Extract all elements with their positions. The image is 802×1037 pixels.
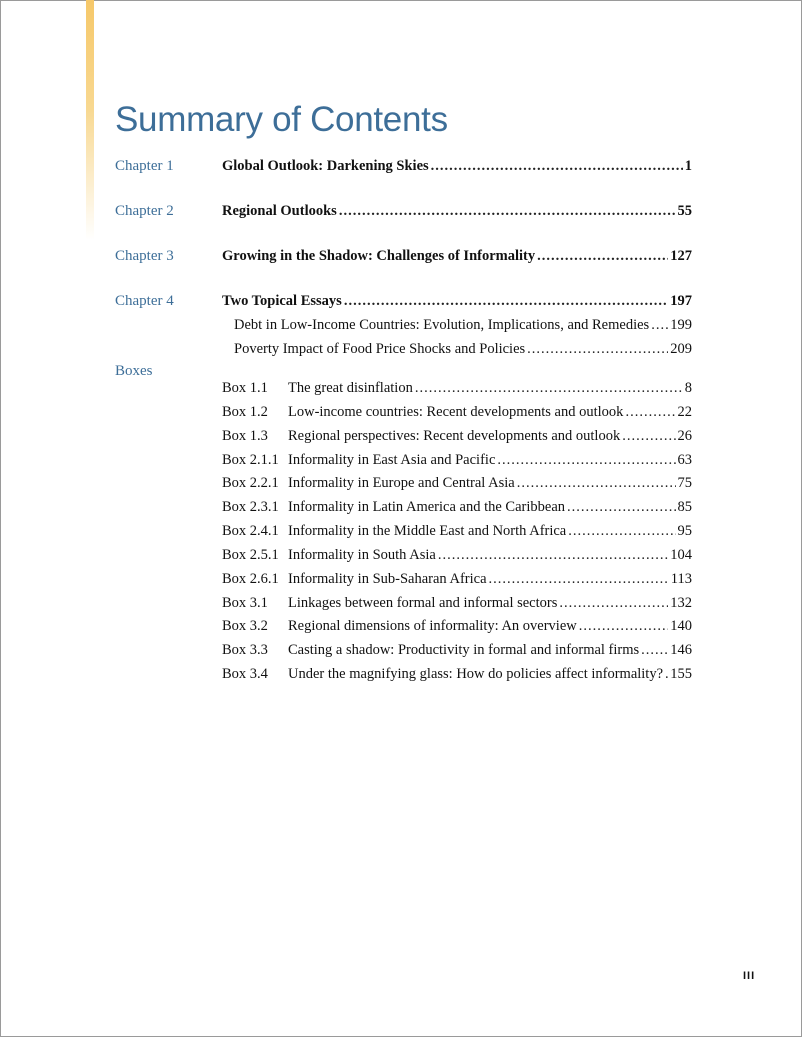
leader-dots [489, 571, 669, 588]
leader-dots [438, 547, 668, 564]
toc-entry-title: Informality in East Asia and Pacific [288, 452, 496, 468]
box-number: Box 3.2 [222, 618, 268, 634]
toc-entry-page: 127 [670, 248, 692, 264]
toc-entry-page: 75 [677, 475, 692, 491]
toc-entry-page: 197 [670, 293, 692, 309]
toc-entry-title: Informality in South Asia [288, 547, 436, 563]
leader-dots [497, 452, 675, 469]
leader-dots [517, 475, 676, 492]
box-number: Box 2.4.1 [222, 523, 279, 539]
toc-entry-page: 85 [677, 499, 692, 515]
box-number: Box 2.3.1 [222, 499, 279, 515]
leader-dots [625, 404, 675, 421]
toc-entry-title: Casting a shadow: Productivity in formal and informal firms [288, 642, 640, 658]
toc-entry-page: 132 [670, 595, 692, 611]
toc-box-entry[interactable] [222, 523, 692, 540]
toc-entry-page: 146 [670, 642, 692, 658]
toc-box-entry[interactable] [222, 475, 692, 492]
toc-entry-chapter-2[interactable] [222, 203, 692, 220]
leader-dots [431, 158, 683, 175]
box-number: Box 3.3 [222, 642, 268, 658]
page-title: Summary of Contents [115, 100, 448, 139]
toc-entry-page: 22 [677, 404, 692, 420]
leader-dots [622, 428, 675, 445]
leader-dots [537, 248, 668, 265]
box-number: Box 2.2.1 [222, 475, 279, 491]
chapter-3-label: Chapter 3 [115, 248, 174, 264]
toc-entry-title: Poverty Impact of Food Price Shocks and Policies [234, 341, 526, 357]
toc-box-entry[interactable] [222, 452, 692, 469]
boxes-label: Boxes [115, 363, 153, 379]
toc-entry-title: Informality in Latin America and the Caribbean [288, 499, 566, 515]
leader-dots [567, 499, 675, 516]
toc-entry-title: Global Outlook: Darkening Skies [222, 158, 429, 174]
toc-entry-title: Under the magnifying glass: How do policies affect informality? [288, 666, 664, 682]
box-number: Box 2.6.1 [222, 571, 279, 587]
toc-entry-page: 63 [677, 452, 692, 468]
toc-box-entry[interactable] [222, 404, 692, 421]
box-number: Box 1.2 [222, 404, 268, 420]
toc-box-entry[interactable] [222, 380, 692, 397]
leader-dots [559, 595, 668, 612]
toc-entry-title: Low-income countries: Recent developments and outlook [288, 404, 624, 420]
toc-entry-title: Informality in Europe and Central Asia [288, 475, 515, 491]
toc-entry-page: 55 [677, 203, 692, 219]
toc-entry-title: Informality in Sub-Saharan Africa [288, 571, 487, 587]
toc-entry-page: 209 [670, 341, 692, 357]
chapter-4-label: Chapter 4 [115, 293, 174, 309]
toc-entry-page: 95 [677, 523, 692, 539]
toc-entry-title: Debt in Low-Income Countries: Evolution, Implications, and Remedies [234, 317, 650, 333]
toc-entry-title: Linkages between formal and informal sectors [288, 595, 558, 611]
toc-entry-title: Informality in the Middle East and North Africa [288, 523, 567, 539]
toc-box-entry[interactable] [222, 595, 692, 612]
box-number: Box 1.3 [222, 428, 268, 444]
toc-entry-page: 8 [684, 380, 692, 396]
toc-entry-title: Regional Outlooks [222, 203, 337, 219]
leader-dots [665, 666, 668, 683]
leader-dots [641, 642, 668, 659]
leader-dots [579, 618, 669, 635]
toc-entry-page: 1 [684, 158, 692, 174]
box-number: Box 2.1.1 [222, 452, 279, 468]
toc-entry-title: Growing in the Shadow: Challenges of Informality [222, 248, 536, 264]
toc-entry-page: 113 [670, 571, 692, 587]
toc-box-entry[interactable] [222, 499, 692, 516]
toc-entry-title: Regional perspectives: Recent developments and outlook [288, 428, 621, 444]
box-number: Box 2.5.1 [222, 547, 279, 563]
toc-entry-page: 199 [670, 317, 692, 333]
toc-entry-page: 140 [670, 618, 692, 634]
toc-box-entry[interactable] [222, 428, 692, 445]
toc-box-entry[interactable] [222, 547, 692, 564]
toc-box-entry[interactable] [222, 666, 692, 683]
toc-box-entry[interactable] [222, 618, 692, 635]
chapter-2-label: Chapter 2 [115, 203, 174, 219]
leader-dots [651, 317, 668, 334]
page-number: III [743, 970, 756, 982]
leader-dots [568, 523, 675, 540]
toc-entry-chapter-4[interactable] [222, 293, 692, 310]
leader-dots [344, 293, 668, 310]
toc-box-entry[interactable] [222, 571, 692, 588]
toc-box-entry[interactable] [222, 642, 692, 659]
toc-entry-page: 155 [670, 666, 692, 682]
leader-dots [339, 203, 676, 220]
accent-bar [86, 0, 94, 240]
toc-entry-page: 26 [677, 428, 692, 444]
toc-subentry-debt[interactable] [234, 317, 692, 334]
toc-entry-chapter-1[interactable] [222, 158, 692, 175]
toc-entry-title: The great disinflation [288, 380, 413, 396]
toc-entry-chapter-3[interactable] [222, 248, 692, 265]
box-number: Box 3.1 [222, 595, 268, 611]
toc-entry-title: Regional dimensions of informality: An overview [288, 618, 577, 634]
toc-subentry-poverty[interactable] [234, 341, 692, 358]
leader-dots [415, 380, 683, 397]
chapter-1-label: Chapter 1 [115, 158, 174, 174]
toc-entry-title: Two Topical Essays [222, 293, 342, 309]
leader-dots [527, 341, 668, 358]
toc-entry-page: 104 [670, 547, 692, 563]
box-number: Box 1.1 [222, 380, 268, 396]
box-number: Box 3.4 [222, 666, 268, 682]
